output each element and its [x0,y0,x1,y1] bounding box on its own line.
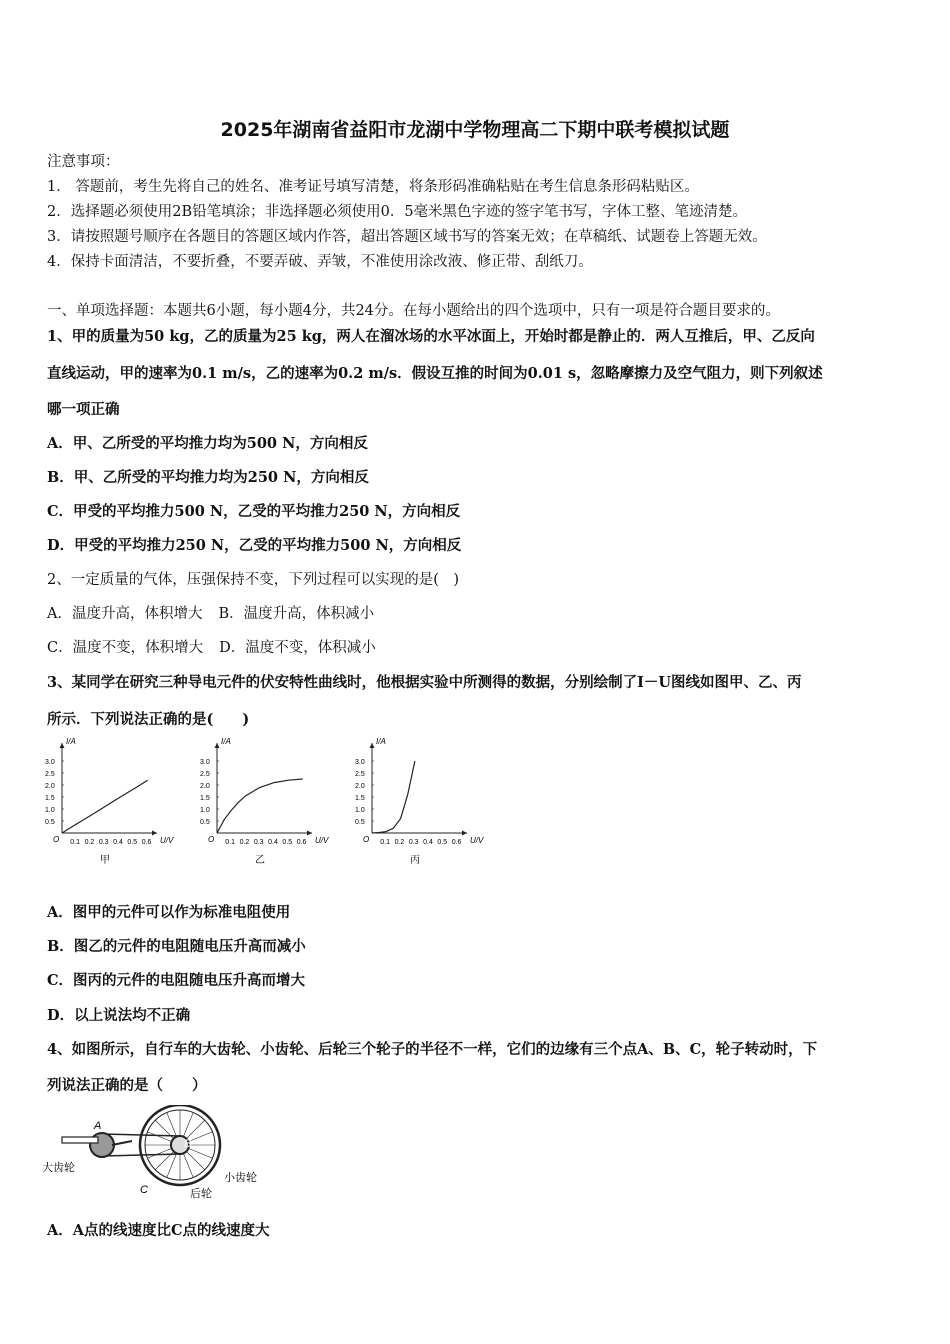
label-big-gear: 大齿轮 [42,1162,75,1174]
label-c: C [140,1184,148,1196]
y-tick-label: 2.5 [355,771,365,778]
y-tick-label: 3.0 [45,759,55,766]
q2-option-a: A．温度升高，体积增大 [47,606,203,622]
label-rear-wheel: 后轮 [190,1188,212,1200]
y-tick-label: 2.5 [200,771,210,778]
q2-options-row [47,638,376,658]
notice-item: 2．选择题必须使用2B铅笔填涂；非选择题必须使用0．5毫米黑色字迹的签字笔书写，字体工整、笔迹清楚。 [47,204,748,220]
y-axis-arrow [60,743,65,748]
q1-option-a: A．甲、乙所受的平均推力均为500 N，方向相反 [47,435,368,452]
notice-item: 4．保持卡面清洁，不要折叠，不要弄破、弄皱，不准使用涂改液、修正带、刮纸刀。 [47,254,593,270]
x-tick-label: 0.3 [98,839,109,846]
q4-stem-line: 列说法正确的是（ ） [47,1077,207,1094]
x-tick-label: 0.5 [127,839,138,846]
section-heading: 一、单项选择题：本题共6小题，每小题4分，共24分。在每小题给出的四个选项中，只有一项是符合题目要求的。 [47,303,780,319]
q1-stem-line: 直线运动，甲的速率为0.1 m/s，乙的速率为0.2 m/s．假设互推的时间为0.01 s，忽略摩擦力及空气阻力，则下列叙述 [47,365,823,382]
x-tick-label: 0.4 [268,839,278,846]
label-small-gear: 小齿轮 [224,1172,257,1184]
page-title: 2025年湖南省益阳市龙湖中学物理高二下期中联考模拟试题 [220,119,730,141]
x-tick-label: 0.2 [84,839,95,846]
x-axis-label: U/V [315,836,329,845]
y-tick-label: 1.0 [200,807,210,814]
x-tick-label: 0.4 [423,839,433,846]
y-tick-label: 1.0 [355,807,365,814]
x-axis-arrow [307,831,312,836]
origin-label: O [363,835,370,844]
y-tick-label: 1.5 [45,795,55,802]
origin-label: O [208,835,215,844]
chain [102,1134,180,1136]
x-tick-label: 0.4 [113,839,123,846]
chart-caption: 甲 [100,855,110,866]
x-tick-label: 0.2 [394,839,405,846]
q3-option-d: D．以上说法均不正确 [47,1007,191,1024]
y-axis-arrow [370,743,375,748]
y-tick-label: 1.5 [200,795,210,802]
x-tick-label: 0.1 [380,839,391,846]
q2-option-c: C．温度不变，体积增大 [47,640,204,656]
y-tick-label: 1.0 [45,807,55,814]
x-axis-label: U/V [160,836,174,845]
label-a: A [94,1120,102,1132]
notice-item: 1． 答题前，考生先将自己的姓名、准考证号填写清楚，将条形码准确粘贴在考生信息条形码粘贴区。 [47,179,699,195]
x-axis-arrow [152,831,157,836]
notice-item: 3．请按照题号顺序在各题目的答题区域内作答，超出答题区域书写的答案无效；在草稿纸、试题卷上答题无效。 [47,229,767,245]
q3-option-b: B．图乙的元件的电阻随电压升高而减小 [47,938,306,955]
q2-option-d: D．温度不变，体积减小 [219,640,376,656]
x-tick-label: 0.2 [239,839,250,846]
iu-curve-丙 [372,761,415,833]
y-tick-label: 0.5 [200,819,210,826]
q1-stem-line: 哪一项正确 [47,401,120,418]
y-axis-label: I/A [221,737,231,746]
x-tick-label: 0.5 [437,839,448,846]
x-tick-label: 0.6 [451,839,462,846]
x-tick-label: 0.3 [253,839,264,846]
y-tick-label: 3.0 [200,759,210,766]
q2-stem: 2、一定质量的气体，压强保持不变，下列过程可以实现的是( ) [47,572,460,588]
y-tick-label: 0.5 [355,819,365,826]
x-axis-label: U/V [470,836,484,845]
q3-option-c: C．图丙的元件的电阻随电压升高而增大 [47,972,306,989]
x-tick-label: 0.5 [282,839,293,846]
x-axis-arrow [462,831,467,836]
q3-stem-line: 3、某同学在研究三种导电元件的伏安特性曲线时，他根据实验中所测得的数据，分别绘制了I－U图线如图甲、乙、丙 [47,674,802,691]
q1-option-d: D．甲受的平均推力250 N，乙受的平均推力500 N，方向相反 [47,537,462,554]
q4-stem-line: 4、如图所示，自行车的大齿轮、小齿轮、后轮三个轮子的半径不一样，它们的边缘有三个点A、B、C，轮子转动时，下 [47,1041,818,1058]
y-axis-label: I/A [66,737,76,746]
q1-option-b: B．甲、乙所受的平均推力均为250 N，方向相反 [47,469,369,486]
iu-charts-figure [40,735,510,875]
y-tick-label: 1.5 [355,795,365,802]
y-axis-arrow [215,743,220,748]
y-axis-label: I/A [376,737,386,746]
q3-option-a: A．图甲的元件可以作为标准电阻使用 [47,904,291,921]
y-tick-label: 2.0 [200,783,210,790]
chart-caption: 丙 [410,855,420,866]
q2-options-row [47,604,374,624]
q2-option-b: B．温度升高，体积减小 [218,606,375,622]
x-tick-label: 0.1 [70,839,81,846]
iu-curve-甲 [62,780,148,833]
y-tick-label: 3.0 [355,759,365,766]
x-tick-label: 0.6 [141,839,152,846]
y-tick-label: 2.5 [45,771,55,778]
y-tick-label: 2.0 [45,783,55,790]
origin-label: O [53,835,60,844]
q1-stem-line: 1、甲的质量为50 kg，乙的质量为25 kg，两人在溜冰场的水平冰面上，开始时都是静止的．两人互推后，甲、乙反向 [47,328,815,345]
q1-option-c: C．甲受的平均推力500 N，乙受的平均推力250 N，方向相反 [47,503,461,520]
notice-heading: 注意事项： [47,154,120,170]
q3-stem-line: 所示．下列说法正确的是( ) [47,711,250,728]
iu-curve-乙 [217,779,303,833]
x-tick-label: 0.3 [408,839,419,846]
x-tick-label: 0.6 [296,839,307,846]
q4-option-a: A．A点的线速度比C点的线速度大 [47,1222,270,1239]
x-tick-label: 0.1 [225,839,236,846]
bicycle-figure [40,1105,280,1205]
y-tick-label: 0.5 [45,819,55,826]
chart-caption: 乙 [255,855,265,866]
label-b: B [184,1138,192,1150]
y-tick-label: 2.0 [355,783,365,790]
